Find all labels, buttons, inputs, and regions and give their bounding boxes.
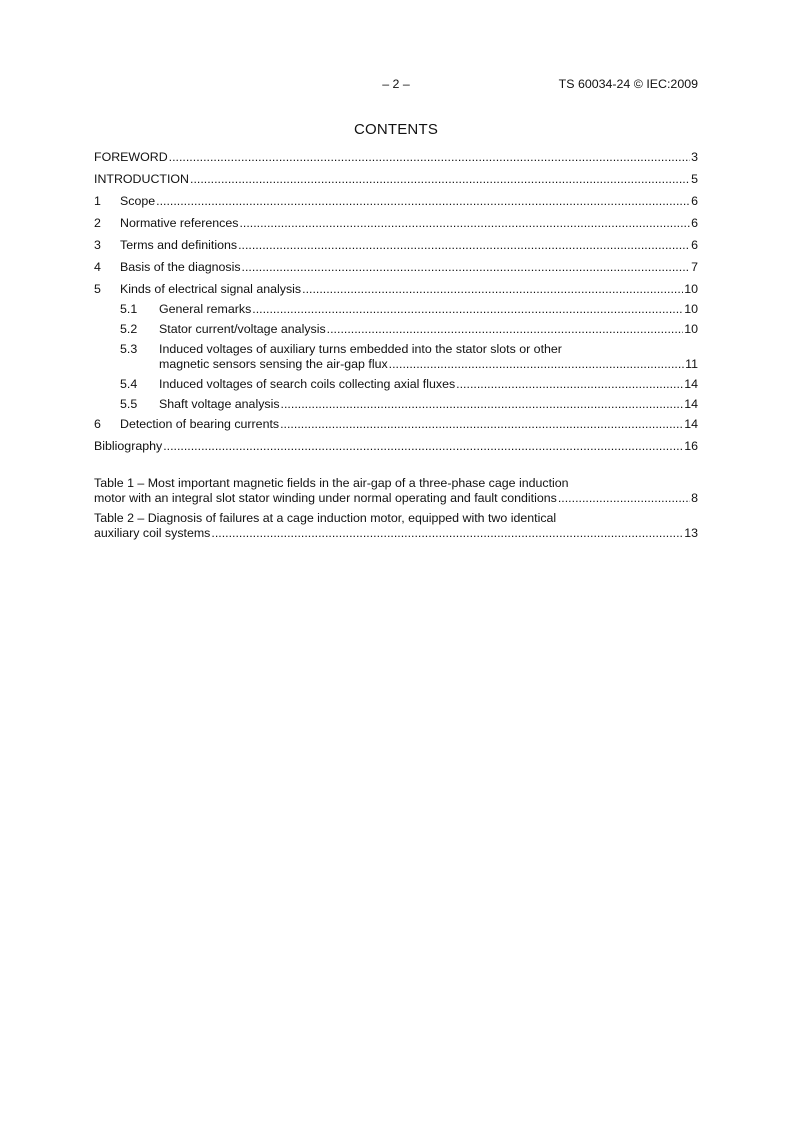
- toc-section-number: 5: [94, 282, 101, 296]
- toc-page-number: 6: [691, 194, 698, 208]
- toc-entry-foreword[interactable]: [94, 150, 698, 165]
- toc-entry-general-remarks[interactable]: [94, 302, 698, 317]
- toc-entry-shaft-voltage[interactable]: [94, 397, 698, 412]
- page-header: [94, 77, 698, 93]
- toc-section-number: 2: [94, 216, 101, 230]
- dot-leader: [389, 357, 684, 372]
- dot-leader: [190, 172, 690, 187]
- toc-entry-search-coils[interactable]: [94, 377, 698, 392]
- toc-section-number: 1: [94, 194, 101, 208]
- toc-page-number: 11: [685, 357, 698, 371]
- toc-entry-basis-of-diagnosis[interactable]: [94, 260, 698, 275]
- toc-page-number: 3: [691, 150, 698, 164]
- dot-leader: [302, 282, 683, 297]
- toc-entry-table-1[interactable]: [94, 476, 698, 506]
- toc-page-number: 14: [684, 417, 698, 431]
- toc-entry-kinds-of-signal-analysis[interactable]: [94, 282, 698, 297]
- toc-section-number: 4: [94, 260, 101, 274]
- toc-page-number: 8: [691, 491, 698, 505]
- toc-section-number: 5.1: [120, 302, 138, 316]
- toc-entry-title-line2: auxiliary coil systems: [94, 526, 211, 540]
- toc-entry-table-2[interactable]: [94, 511, 698, 541]
- toc-entry-title: Bibliography: [94, 439, 163, 453]
- table-of-contents: [94, 150, 698, 541]
- dot-leader: [280, 417, 683, 432]
- toc-entry-title-line1: Table 2 – Diagnosis of failures at a cage induction motor, equipped with two identical: [94, 511, 557, 525]
- toc-page-number: 5: [691, 172, 698, 186]
- toc-entry-title: Terms and definitions: [120, 238, 238, 252]
- toc-entry-stator-current-voltage[interactable]: [94, 322, 698, 337]
- toc-entry-title-line2: magnetic sensors sensing the air-gap flux: [159, 357, 388, 371]
- toc-page-number: 14: [684, 377, 698, 391]
- toc-entry-bibliography[interactable]: [94, 439, 698, 454]
- toc-entry-title-line2: motor with an integral slot stator winding under normal operating and fault conditions: [94, 491, 557, 505]
- toc-entry-title-line1: Table 1 – Most important magnetic fields in the air-gap of a three-phase cage induction: [94, 476, 569, 490]
- dot-leader: [163, 439, 683, 454]
- toc-page-number: 13: [684, 526, 698, 540]
- contents-title: CONTENTS: [353, 121, 439, 138]
- document-reference: TS 60034-24 © IEC:2009: [558, 77, 698, 91]
- toc-section-number: 5.2: [120, 322, 138, 336]
- page-number: – 2 –: [382, 77, 410, 91]
- toc-page-number: 10: [684, 282, 698, 296]
- toc-page-number: 16: [684, 439, 698, 453]
- toc-page-number: 6: [691, 216, 698, 230]
- toc-entry-induced-voltages-auxiliary-turns[interactable]: [94, 342, 698, 372]
- toc-section-number: 3: [94, 238, 101, 252]
- toc-entry-title: Stator current/voltage analysis: [159, 322, 326, 336]
- dot-leader: [281, 397, 684, 412]
- dot-leader: [456, 377, 683, 392]
- dot-leader: [327, 322, 684, 337]
- dot-leader: [211, 526, 683, 541]
- toc-page-number: 6: [691, 238, 698, 252]
- toc-entry-introduction[interactable]: [94, 172, 698, 187]
- toc-entry-bearing-currents[interactable]: [94, 417, 698, 432]
- toc-entry-title: Normative references: [120, 216, 239, 230]
- toc-entry-terms-and-definitions[interactable]: [94, 238, 698, 253]
- toc-section-number: 5.4: [120, 377, 138, 391]
- toc-entry-scope[interactable]: [94, 194, 698, 209]
- toc-section-number: 6: [94, 417, 101, 431]
- toc-entry-title: Shaft voltage analysis: [159, 397, 280, 411]
- toc-entry-title: Kinds of electrical signal analysis: [120, 282, 302, 296]
- toc-page-number: 14: [684, 397, 698, 411]
- toc-entry-title: INTRODUCTION: [94, 172, 189, 186]
- toc-entry-normative-references[interactable]: [94, 216, 698, 231]
- toc-section-number: 5.5: [120, 397, 138, 411]
- toc-entry-title: FOREWORD: [94, 150, 168, 164]
- dot-leader: [156, 194, 690, 209]
- toc-section-number: 5.3: [120, 342, 138, 356]
- dot-leader: [239, 216, 690, 231]
- toc-entry-title: Basis of the diagnosis: [120, 260, 241, 274]
- toc-entry-title: Scope: [120, 194, 156, 208]
- toc-entry-title: Induced voltages of search coils collecting axial fluxes: [159, 377, 456, 391]
- toc-page-number: 10: [684, 302, 698, 316]
- toc-page-number: 10: [684, 322, 698, 336]
- toc-entry-title: Detection of bearing currents: [120, 417, 280, 431]
- toc-entry-title: General remarks: [159, 302, 252, 316]
- toc-entry-title-line1: Induced voltages of auxiliary turns embedded into the stator slots or other: [159, 342, 562, 356]
- dot-leader: [169, 150, 690, 165]
- dot-leader: [238, 238, 690, 253]
- dot-leader: [242, 260, 691, 275]
- toc-page-number: 7: [691, 260, 698, 274]
- dot-leader: [252, 302, 683, 317]
- dot-leader: [558, 491, 690, 506]
